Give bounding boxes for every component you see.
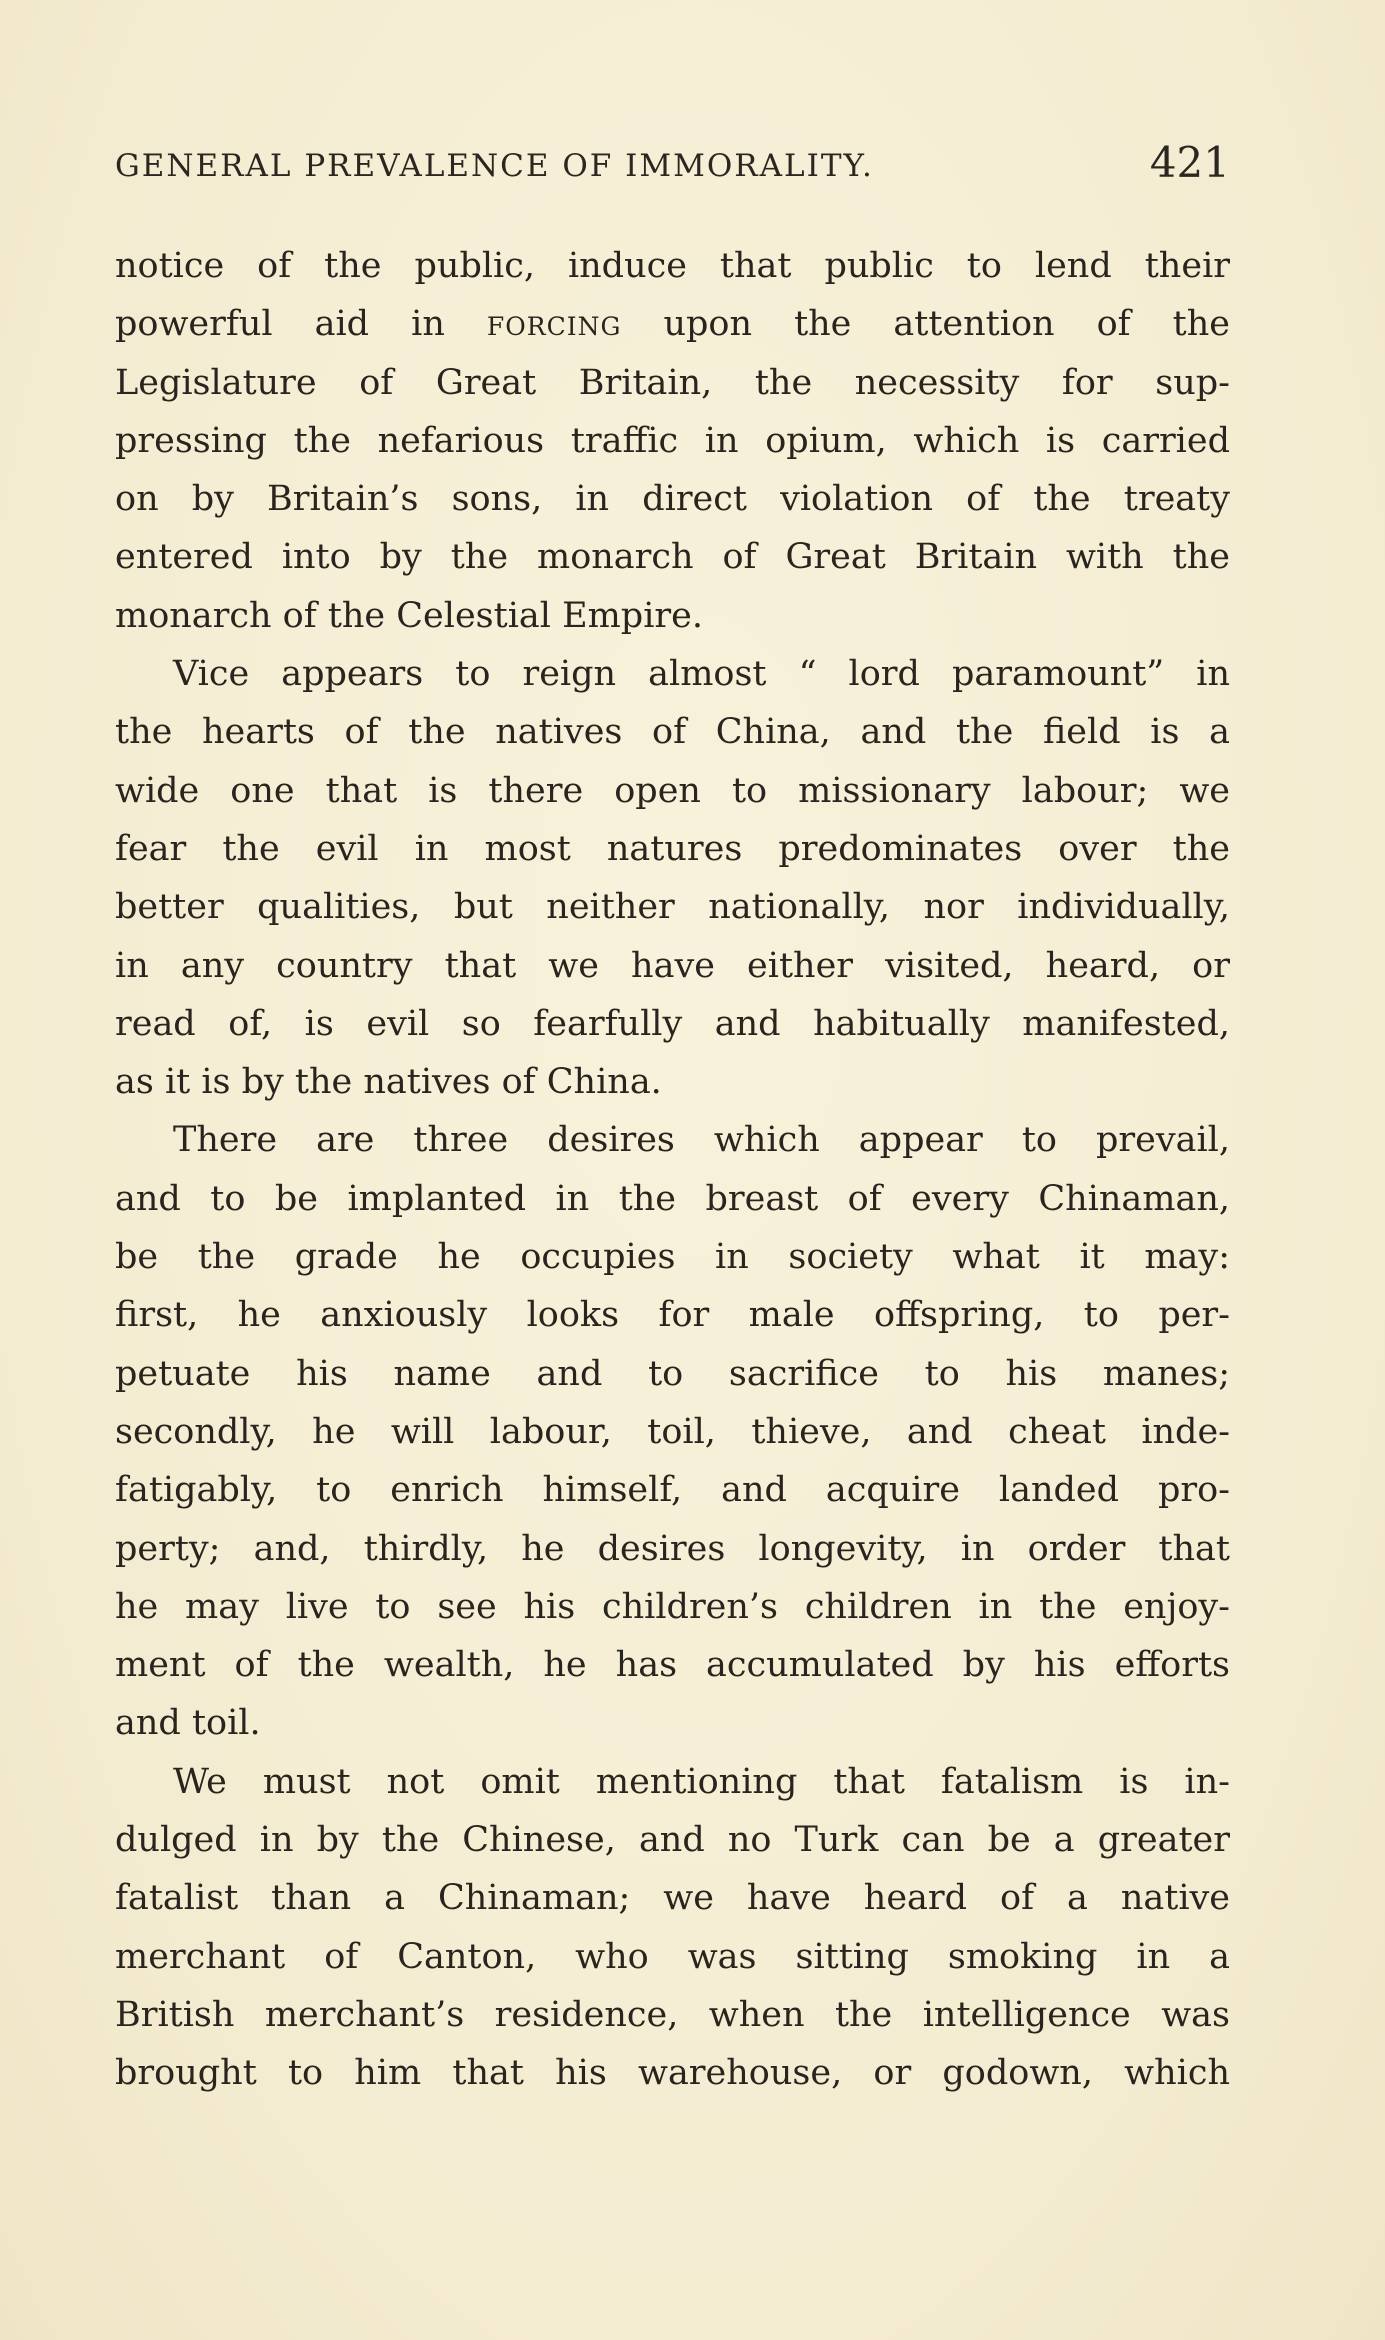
- text-line: the hearts of the natives of China, and the field is a: [115, 712, 1230, 753]
- text-line: brought to him that his warehouse, or godown, which: [115, 2053, 1230, 2094]
- text-line: read of, is evil so fearfully and habitually manifested,: [115, 1003, 1230, 1044]
- page-header: [115, 138, 1230, 198]
- text-line: merchant of Canton, who was sitting smoking in a: [115, 1936, 1230, 1977]
- text-line: perty; and, thirdly, he desires longevity, in order that: [115, 1528, 1230, 1569]
- text-line: and toil.: [115, 1703, 261, 1744]
- text-line: British merchant’s residence, when the intelligence was: [115, 1994, 1230, 2035]
- text-line: better qualities, but neither nationally, nor individually,: [115, 887, 1230, 928]
- text-line: entered into by the monarch of Great Britain with the: [115, 537, 1230, 578]
- text-segment: powerful aid in: [115, 304, 487, 345]
- page-number: 421: [1149, 138, 1230, 187]
- text-line: secondly, he will labour, toil, thieve, and cheat inde-: [115, 1411, 1230, 1452]
- text-segment: upon the attention of the: [621, 304, 1230, 345]
- text-line: petuate his name and to sacrifice to his manes;: [115, 1353, 1230, 1394]
- text-line: as it is by the natives of China.: [115, 1062, 662, 1103]
- text-line: pressing the nefarious traffic in opium, which is carried: [115, 420, 1230, 461]
- text-line: wide one that is there open to missionary labour; we: [115, 770, 1230, 811]
- text-line: fear the evil in most natures predominates over the: [115, 828, 1230, 869]
- text-line: notice of the public, induce that public to lend their: [115, 246, 1230, 286]
- text-line: in any country that we have either visited, heard, or: [115, 945, 1230, 986]
- text-line: monarch of the Celestial Empire.: [115, 595, 703, 636]
- text-line: ment of the wealth, he has accumulated by his efforts: [115, 1645, 1230, 1686]
- running-title: GENERAL PREVALENCE OF IMMORALITY.: [115, 148, 874, 184]
- text-line: We must not omit mentioning that fatalism is in-: [173, 1761, 1230, 1802]
- text-line: on by Britain’s sons, in direct violation of the treaty: [115, 479, 1230, 520]
- text-line: be the grade he occupies in society what it may:: [115, 1237, 1230, 1278]
- text-line: Legislature of Great Britain, the necessity for sup-: [115, 362, 1230, 403]
- text-line: dulged in by the Chinese, and no Turk can be a greater: [115, 1820, 1230, 1861]
- body-text: [115, 237, 1230, 2103]
- text-line: fatalist than a Chinaman; we have heard of a native: [115, 1878, 1230, 1919]
- text-line: and to be implanted in the breast of every Chinaman,: [115, 1178, 1230, 1219]
- text-line: Vice appears to reign almost “ lord paramount” in: [173, 654, 1230, 695]
- small-caps-emphasis: forcing: [486, 304, 622, 345]
- text-line: he may live to see his children’s children in the enjoy-: [115, 1586, 1230, 1627]
- text-line: There are three desires which appear to prevail,: [173, 1120, 1230, 1161]
- text-line: fatigably, to enrich himself, and acquire landed pro-: [115, 1470, 1230, 1511]
- text-line: [115, 295, 1230, 353]
- text-line: first, he anxiously looks for male offspring, to per-: [115, 1295, 1230, 1336]
